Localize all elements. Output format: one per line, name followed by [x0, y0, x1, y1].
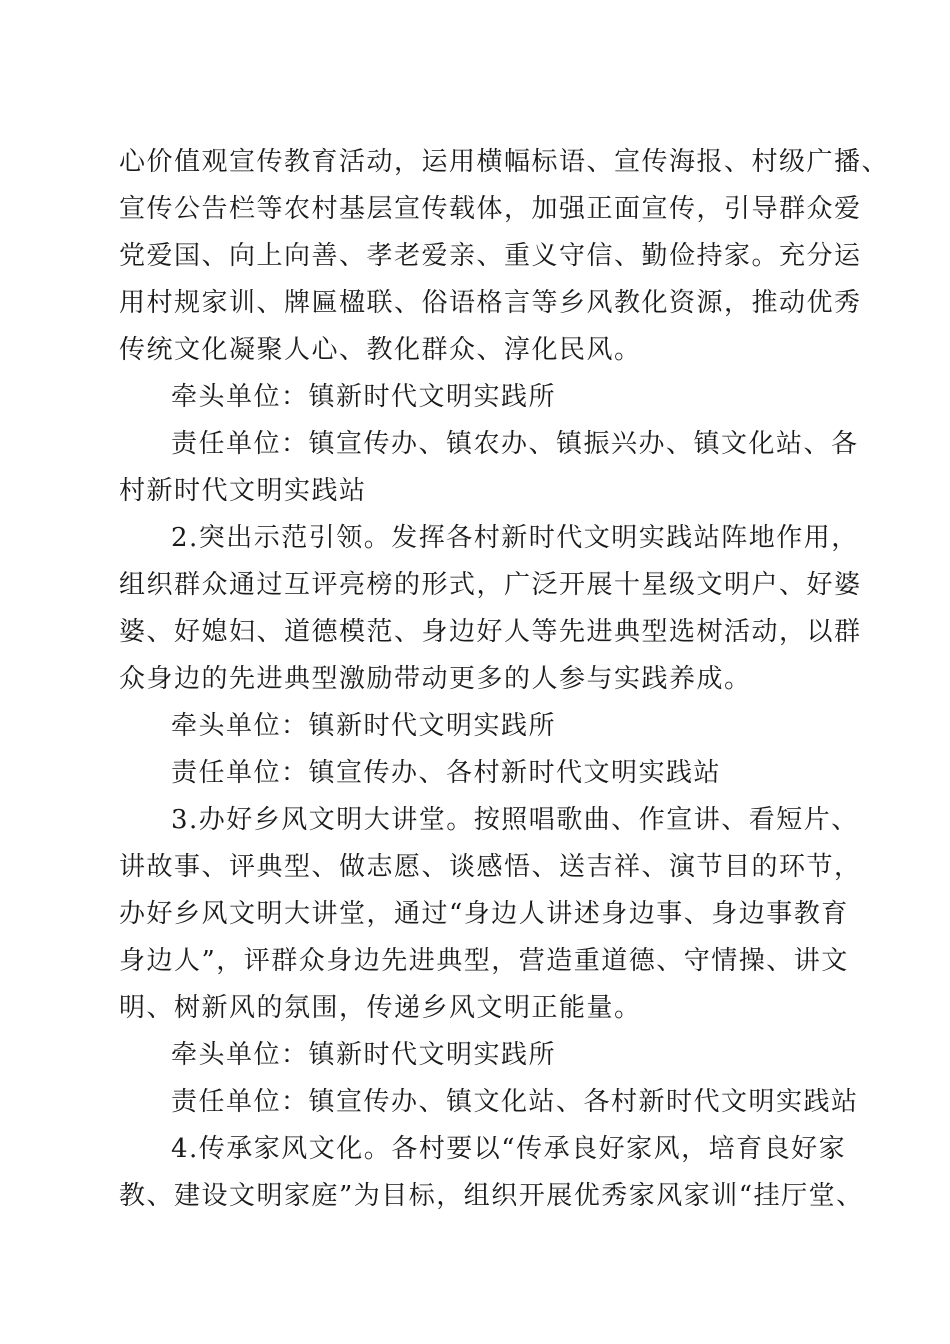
- section-heading-3: 3.办好乡风文明大讲堂。按照唱歌曲、作宣讲、看短片、: [171, 805, 859, 835]
- responsible-unit-line: 责任单位：镇宣传办、镇文化站、各村新时代文明实践站: [171, 1087, 859, 1117]
- text-line: 心价值观宣传教育活动，运用横幅标语、宣传海报、村级广播、: [119, 147, 890, 177]
- text-line: 宣传公告栏等农村基层宣传载体，加强正面宣传，引导群众爱: [119, 194, 862, 224]
- text-line: 婆、好媳妇、道德模范、身边好人等先进典型选树活动，以群: [119, 617, 862, 647]
- text-line: 传统文化凝聚人心、教化群众、淳化民风。: [119, 335, 642, 365]
- text-line: 用村规家训、牌匾楹联、俗语格言等乡风教化资源，推动优秀: [119, 288, 862, 318]
- section-heading-2: 2.突出示范引领。发挥各村新时代文明实践站阵地作用，: [171, 523, 859, 553]
- text-line: 村新时代文明实践站: [119, 476, 367, 506]
- responsible-unit-line: 责任单位：镇宣传办、各村新时代文明实践站: [171, 758, 722, 788]
- text-line: 讲故事、评典型、做志愿、谈感悟、送吉祥、演节目的环节，: [119, 852, 862, 882]
- lead-unit-line: 牵头单位：镇新时代文明实践所: [171, 1040, 557, 1070]
- lead-unit-line: 牵头单位：镇新时代文明实践所: [171, 711, 557, 741]
- text-line: 明、树新风的氛围，传递乡风文明正能量。: [119, 993, 642, 1023]
- section-heading-4: 4.传承家风文化。各村要以“传承良好家风，培育良好家: [171, 1134, 847, 1164]
- text-line: 身边人”，评群众身边先进典型，营造重道德、守情操、讲文: [119, 946, 849, 976]
- lead-unit-line: 牵头单位：镇新时代文明实践所: [171, 382, 557, 412]
- text-line: 党爱国、向上向善、孝老爱亲、重义守信、勤俭持家。充分运: [119, 241, 862, 271]
- text-line: 众身边的先进典型激励带动更多的人参与实践养成。: [119, 664, 752, 694]
- text-line: 办好乡风文明大讲堂，通过“身边人讲述身边事、身边事教育: [119, 899, 849, 929]
- text-line: 组织群众通过互评亮榜的形式，广泛开展十星级文明户、好婆: [119, 570, 862, 600]
- responsible-unit-line: 责任单位：镇宣传办、镇农办、镇振兴办、镇文化站、各: [171, 429, 859, 459]
- text-line: 教、建设文明家庭”为目标，组织开展优秀家风家训“挂厅堂、: [119, 1181, 864, 1211]
